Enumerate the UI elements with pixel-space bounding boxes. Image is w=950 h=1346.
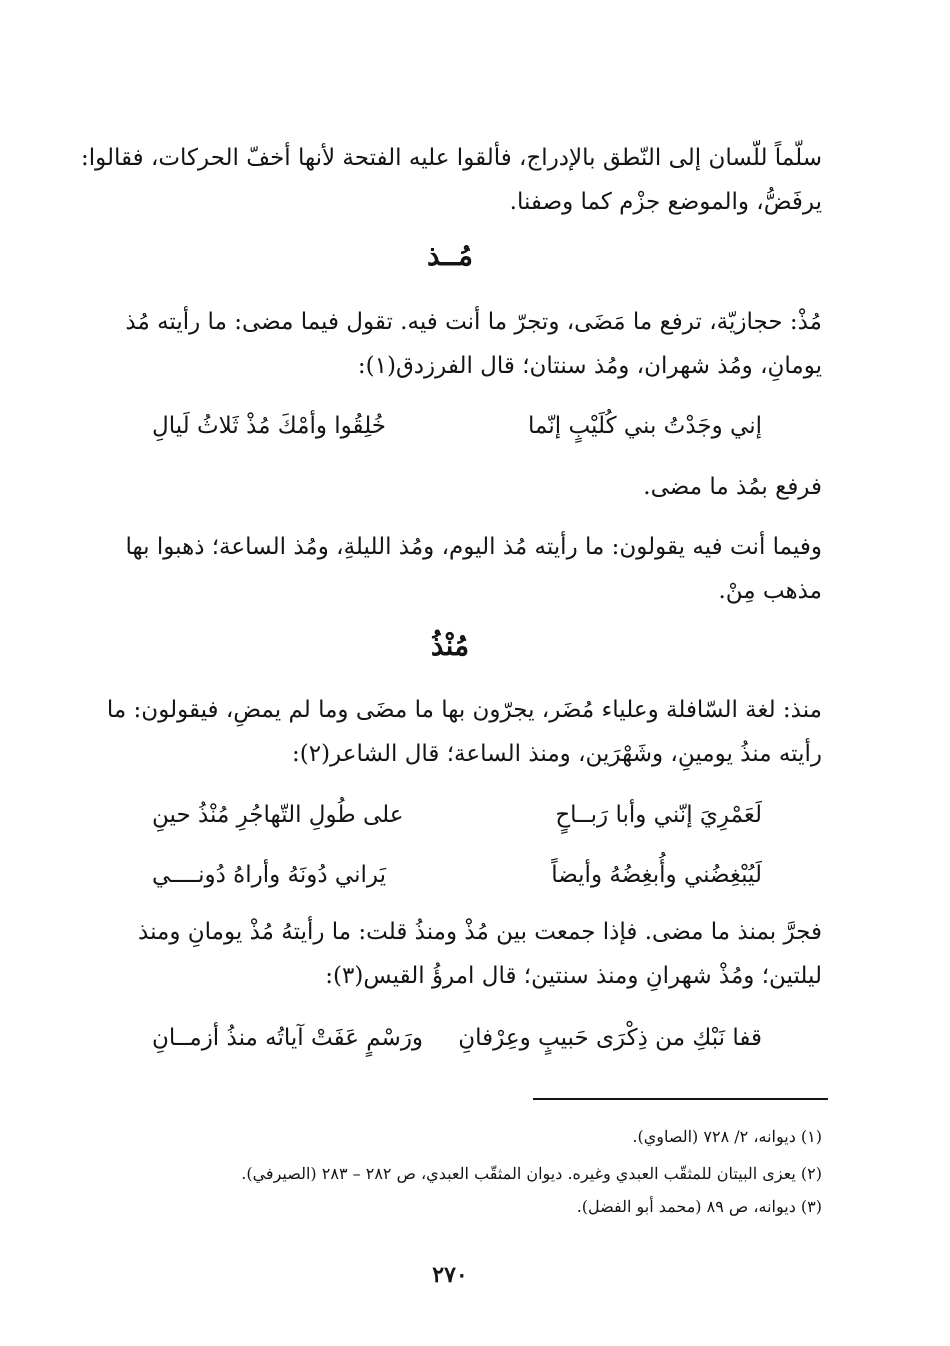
text-line: يومانِ، ومُذ شهران، ومُذ سنتان؛ قال الفرزدق(١): — [357, 353, 822, 379]
intro-paragraph — [78, 136, 822, 224]
text-line: فرفع بمُذ ما مضى. — [643, 474, 822, 500]
text-line: رأيته منذُ يومينِ، وشَهْرَين، ومنذ الساعة؛ قال الشاعر(٢): — [291, 741, 822, 767]
text-line: مذهب مِنْ. — [718, 578, 822, 604]
verse-first-hemistich: لَيُبْغِضُني وأُبغِضُهُ وأيضاً — [551, 862, 762, 888]
footnote-3: (٣) ديوانه، ص ٨٩ (محمد أبو الفضل). — [576, 1197, 822, 1216]
page-number: ٢٧٠ — [432, 1262, 468, 1288]
poem-verse — [80, 406, 822, 446]
text-line: ليلتين؛ ومُذْ شهرانِ ومنذ سنتين؛ قال امرؤُ القيس(٣): — [325, 963, 822, 989]
poem-verse — [80, 795, 822, 835]
text-line: مُذْ: حجازيّة، ترفع ما مَضَى، وتجرّ ما أنت فيه. تقول فيما مضى: ما رأيته مُذ — [125, 309, 822, 335]
verse-second-hemistich: ورَسْمٍ عَفَتْ آياتُه منذُ أزمــانِ — [152, 1025, 424, 1051]
footnote-2: (٢) يعزى البيتان للمثقّب العبدي وغيره. ديوان المثقّب العبدي، ص ٢٨٢ – ٢٨٣ (الصيرفي). — [241, 1164, 822, 1183]
mundh-paragraph-1 — [78, 688, 822, 776]
mudh-remark — [78, 465, 822, 509]
verse-first-hemistich: لَعَمْرِيَ إنّني وأبا رَبــاحٍ — [555, 802, 762, 828]
mundh-paragraph-2 — [78, 910, 822, 998]
verse-second-hemistich: خُلِقُوا وأمْكَ مُذْ ثَلاثُ لَيالِ — [152, 413, 387, 439]
verse-first-hemistich: قفا نَبْكِ من ذِكْرَى حَبيبٍ وعِرْفانِ — [458, 1025, 762, 1051]
verse-second-hemistich: يَراني دُونَهُ وأراهُ دُونــــي — [152, 862, 386, 888]
verse-first-hemistich: إني وجَدْتُ بني كُلَيْبٍ إنّما — [528, 413, 762, 439]
text-line: منذ: لغة السّافلة وعلياء مُضَر، يجرّون بها ما مضَى وما لم يمضِ، فيقولون: ما — [106, 697, 822, 723]
verse-second-hemistich: على طُولِ التّهاجُرِ مُنْذُ حينِ — [152, 802, 404, 828]
text-line: يرفَضُّ، والموضع جزْم كما وصفنا. — [509, 189, 822, 215]
section-heading-mundh: مُنْذُ — [430, 629, 470, 662]
section-heading-mudh: مُــذ — [426, 239, 474, 272]
footnote-divider — [533, 1098, 828, 1100]
mudh-paragraph-2 — [78, 525, 822, 613]
mudh-paragraph-1 — [78, 300, 822, 388]
poem-verse — [80, 855, 822, 895]
poem-verse — [80, 1018, 822, 1058]
footnote-1: (١) ديوانه، ٢/ ٧٢٨ (الصاوي). — [632, 1127, 822, 1146]
text-line: فجرَّ بمنذ ما مضى. فإذا جمعت بين مُذْ ومنذُ قلت: ما رأيتهُ مُذْ يومانِ ومنذ — [138, 919, 822, 945]
text-line: سلّماً للّسان إلى النّطق بالإدراج، فألقوا عليه الفتحة لأنها أخفّ الحركات، فقالوا: — [81, 145, 822, 171]
text-line: وفيما أنت فيه يقولون: ما رأيته مُذ اليوم، ومُذ الليلةِ، ومُذ الساعة؛ ذهبوا بها — [125, 534, 822, 560]
